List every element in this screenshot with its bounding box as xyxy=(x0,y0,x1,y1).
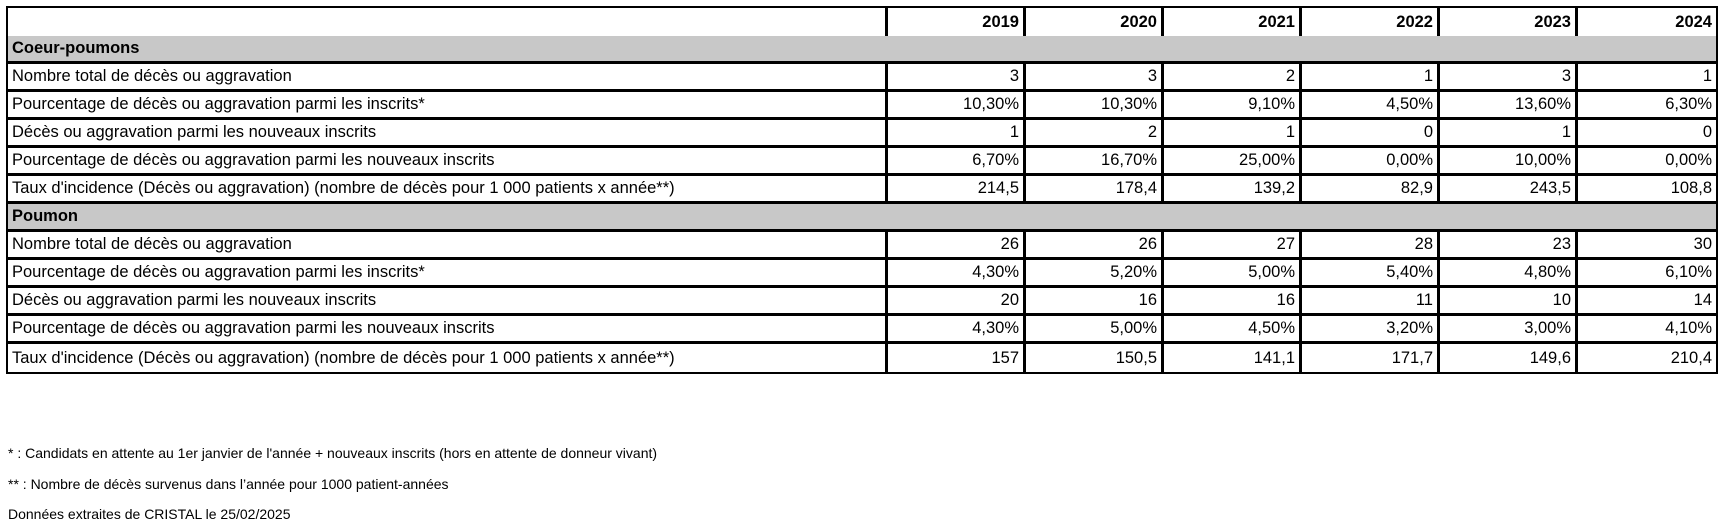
value-cell: 28 xyxy=(1302,232,1440,260)
value-cell: 26 xyxy=(1026,232,1164,260)
header-row xyxy=(8,8,1716,36)
value-cell: 4,50% xyxy=(1164,316,1302,344)
value-cell: 3 xyxy=(1440,64,1578,92)
table-row xyxy=(8,316,1716,344)
row-label: Pourcentage de décès ou aggravation parmi les inscrits* xyxy=(8,260,888,288)
table-row xyxy=(8,92,1716,120)
value-cell: 26 xyxy=(888,232,1026,260)
value-cell: 4,10% xyxy=(1578,316,1716,344)
value-cell: 6,10% xyxy=(1578,260,1716,288)
value-cell: 2 xyxy=(1026,120,1164,148)
value-cell: 1 xyxy=(1302,64,1440,92)
row-label: Décès ou aggravation parmi les nouveaux inscrits xyxy=(8,288,888,316)
value-cell: 4,30% xyxy=(888,316,1026,344)
row-label: Pourcentage de décès ou aggravation parmi les nouveaux inscrits xyxy=(8,316,888,344)
footnote-inscrits: * : Candidats en attente au 1er janvier de l'année + nouveaux inscrits (hors en attente de donneur vivant) xyxy=(8,445,658,461)
table-row xyxy=(8,120,1716,148)
table-row xyxy=(8,260,1716,288)
value-cell: 4,80% xyxy=(1440,260,1578,288)
value-cell: 1 xyxy=(1440,120,1578,148)
value-cell: 1 xyxy=(1164,120,1302,148)
value-cell: 0 xyxy=(1578,120,1716,148)
value-cell: 10,30% xyxy=(1026,92,1164,120)
table-row xyxy=(8,344,1716,372)
value-cell: 243,5 xyxy=(1440,176,1578,204)
value-cell: 27 xyxy=(1164,232,1302,260)
value-cell: 3,00% xyxy=(1440,316,1578,344)
value-cell: 9,10% xyxy=(1164,92,1302,120)
value-cell: 25,00% xyxy=(1164,148,1302,176)
table-row xyxy=(8,232,1716,260)
row-label: Pourcentage de décès ou aggravation parmi les nouveaux inscrits xyxy=(8,148,888,176)
year-header: 2021 xyxy=(1164,8,1302,36)
value-cell: 6,30% xyxy=(1578,92,1716,120)
value-cell: 0 xyxy=(1302,120,1440,148)
value-cell: 2 xyxy=(1164,64,1302,92)
value-cell: 6,70% xyxy=(888,148,1026,176)
row-label: Nombre total de décès ou aggravation xyxy=(8,64,888,92)
year-header: 2023 xyxy=(1440,8,1578,36)
value-cell: 210,4 xyxy=(1670,348,1712,367)
value-cell: 178,4 xyxy=(1026,176,1164,204)
value-cell: 1 xyxy=(888,120,1026,148)
value-cell: 171,7 xyxy=(1302,344,1440,372)
value-cell: 150,5 xyxy=(1026,344,1164,372)
section-row xyxy=(8,36,1716,64)
value-cell: 3,20% xyxy=(1302,316,1440,344)
value-cell: 13,60% xyxy=(1440,92,1578,120)
year-header: 2020 xyxy=(1026,8,1164,36)
value-cell: 23 xyxy=(1440,232,1578,260)
value-cell: 5,20% xyxy=(1026,260,1164,288)
table-row xyxy=(8,148,1716,176)
table-body xyxy=(8,36,1716,372)
value-cell: 5,00% xyxy=(1164,260,1302,288)
value-cell: 11 xyxy=(1302,288,1440,316)
data-source: Données extraites de CRISTAL le 25/02/2025 xyxy=(8,506,291,522)
row-label: Taux d'incidence (Décès ou aggravation) (nombre de décès pour 1 000 patients x année**) xyxy=(8,176,888,204)
value-cell: 10,00% xyxy=(1440,148,1578,176)
year-header: 2022 xyxy=(1302,8,1440,36)
table-row xyxy=(8,288,1716,316)
value-cell: 10 xyxy=(1440,288,1578,316)
value-cell: 16 xyxy=(1026,288,1164,316)
row-label: Nombre total de décès ou aggravation xyxy=(8,232,888,260)
value-cell: 1 xyxy=(1578,64,1716,92)
year-header: 2024 xyxy=(1675,12,1712,31)
value-cell: 149,6 xyxy=(1440,344,1578,372)
section-title: Coeur-poumons xyxy=(8,36,1716,64)
value-cell: 30 xyxy=(1578,232,1716,260)
table-row xyxy=(8,176,1716,204)
row-label: Pourcentage de décès ou aggravation parmi les inscrits* xyxy=(8,92,888,120)
value-cell: 0,00% xyxy=(1302,148,1440,176)
value-cell: 157 xyxy=(888,344,1026,372)
value-cell: 3 xyxy=(1026,64,1164,92)
value-cell: 4,30% xyxy=(888,260,1026,288)
section-row xyxy=(8,204,1716,232)
value-cell: 20 xyxy=(888,288,1026,316)
footnotes xyxy=(8,438,657,530)
value-cell: 3 xyxy=(888,64,1026,92)
value-cell: 5,40% xyxy=(1302,260,1440,288)
row-label: Taux d'incidence (Décès ou aggravation) (nombre de décès pour 1 000 patients x année**) xyxy=(8,344,888,372)
mortality-table xyxy=(6,6,1718,374)
value-cell: 14 xyxy=(1578,288,1716,316)
value-cell: 16 xyxy=(1164,288,1302,316)
value-cell: 16,70% xyxy=(1026,148,1164,176)
value-cell: 141,1 xyxy=(1164,344,1302,372)
table-row xyxy=(8,64,1716,92)
value-cell: 82,9 xyxy=(1302,176,1440,204)
header-blank-cell xyxy=(8,8,888,36)
footnote-patient-annees: ** : Nombre de décès survenus dans l’année pour 1000 patient-années xyxy=(8,475,449,492)
value-cell: 214,5 xyxy=(888,176,1026,204)
value-cell: 10,30% xyxy=(888,92,1026,120)
row-label: Décès ou aggravation parmi les nouveaux inscrits xyxy=(8,120,888,148)
table-wrapper xyxy=(6,6,1714,374)
value-cell: 4,50% xyxy=(1302,92,1440,120)
value-cell: 108,8 xyxy=(1578,176,1716,204)
year-header: 2019 xyxy=(888,8,1026,36)
value-cell: 5,00% xyxy=(1026,316,1164,344)
section-title: Poumon xyxy=(8,204,1716,232)
value-cell: 0,00% xyxy=(1578,148,1716,176)
value-cell: 139,2 xyxy=(1164,176,1302,204)
